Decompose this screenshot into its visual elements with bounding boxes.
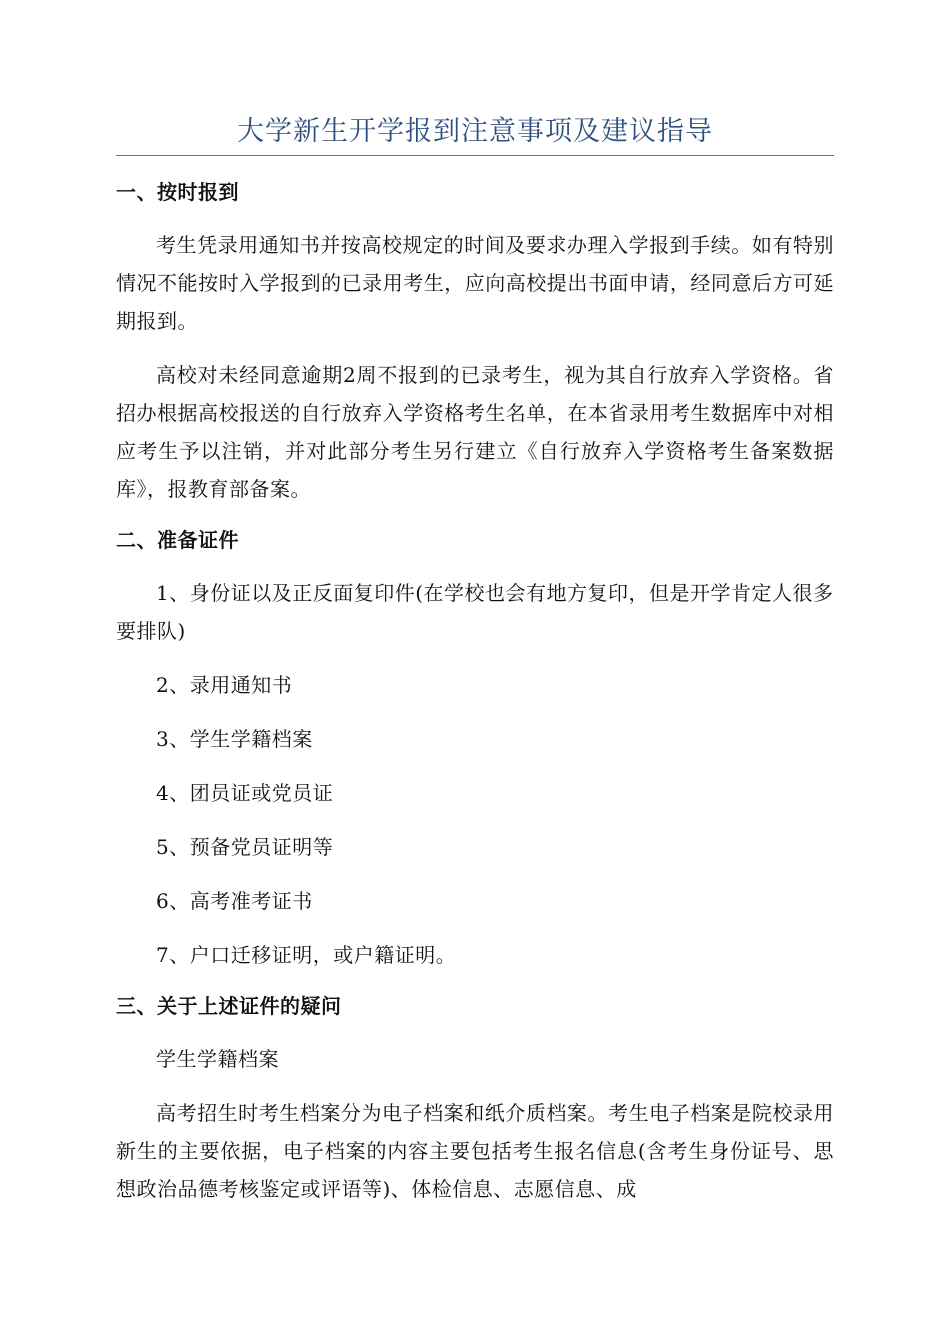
list-item: 3、学生学籍档案 [156,727,313,751]
section-1-paragraph: 考生凭录用通知书并按高校规定的时间及要求办理入学报到手续。如有特别情况不能按时入学报到的已录用考生，应向高校提出书面申请，经同意后方可延期报到。 [116,233,834,333]
list-item: 1、身份证以及正反面复印件(在学校也会有地方复印，但是开学肯定人很多要排队) [116,581,834,643]
section-heading-1: 一、按时报到 [116,180,239,204]
list-item: 6、高考准考证书 [156,889,313,913]
list-item: 5、预备党员证明等 [156,835,334,859]
section-heading-2: 二、准备证件 [116,528,239,552]
document-title: 大学新生开学报到注意事项及建议指导 [116,112,834,156]
section-3-subheading: 学生学籍档案 [156,1047,279,1071]
list-item: 2、录用通知书 [156,673,293,697]
list-item: 7、户口迁移证明，或户籍证明。 [156,943,457,967]
section-3-paragraph: 高考招生时考生档案分为电子档案和纸介质档案。考生电子档案是院校录用新生的主要依据，电子档案的内容主要包括考生报名信息(含考生身份证号、思想政治品德考核鉴定或评语等)、体检信息、志愿信息、成 [116,1101,834,1201]
section-1-paragraph: 高校对未经同意逾期2周不报到的已录考生，视为其自行放弃入学资格。省招办根据高校报送的自行放弃入学资格考生名单，在本省录用考生数据库中对相应考生予以注销，并对此部分考生另行建立《自行放弃入学资格考生备案数据库》，报教育部备案。 [116,363,834,501]
document-page [116,112,834,1224]
list-item: 4、团员证或党员证 [156,781,334,805]
section-heading-3: 三、关于上述证件的疑问 [116,994,342,1018]
